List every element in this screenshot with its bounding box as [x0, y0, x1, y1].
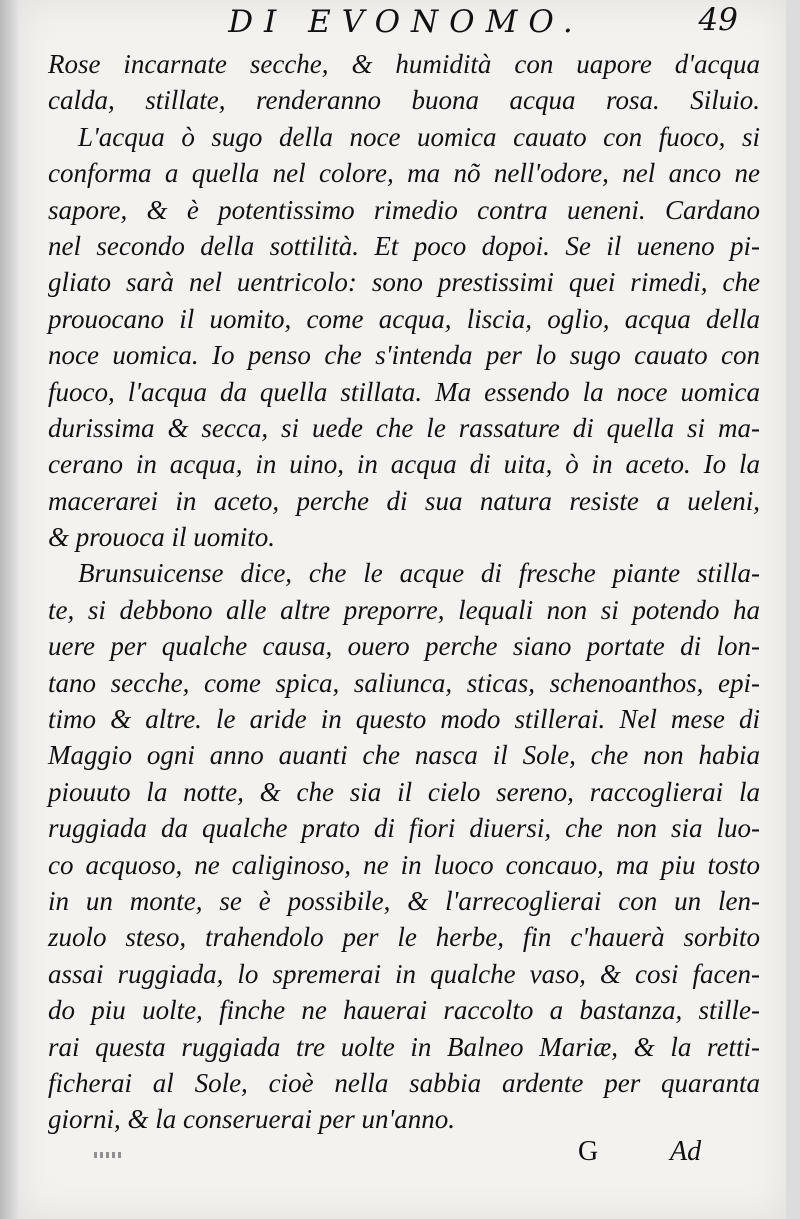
text-line: ruggiada da qualche prato di fiori diuersi, che non sia luo- — [48, 813, 760, 844]
text-line: do piu uolte, finche ne hauerai raccolto a bastanza, stille- — [48, 995, 760, 1026]
text-line: piouuto la notte, & che sia il cielo sereno, raccoglierai la — [48, 776, 760, 807]
text-line: timo & altre. le aride in questo modo stillerai. Nel mese di — [48, 704, 760, 735]
text-line: Brunsuicense dice, che le acque di fresche piante stilla- — [78, 558, 760, 589]
text-line: nel secondo della sottilità. Et poco dopoi. Se il ueneno pi- — [48, 230, 760, 261]
text-line: L'acqua ò sugo della noce uomica cauato con fuoco, si — [78, 121, 760, 152]
text-line: durissima & secca, si uede che le rassature di quella si ma- — [48, 412, 760, 443]
text-line: sapore, & è potentissimo rimedio contra ueneni. Cardano — [48, 194, 760, 225]
running-head: DI EVONOMO. — [228, 4, 584, 40]
book-page — [18, 0, 786, 1219]
text-line: te, si debbono alle altre preporre, lequali non si potendo ha — [48, 594, 760, 625]
text-line: conforma a quella nel colore, ma nõ nell'odore, nel anco ne — [48, 158, 760, 189]
text-line: & prouoca il uomito. — [48, 522, 275, 553]
text-line: in un monte, se è possibile, & l'arrecoglierai con un len- — [48, 885, 760, 916]
text-line: uere per qualche causa, ouero perche siano portate di lon- — [48, 631, 760, 662]
page-gutter — [0, 0, 18, 1219]
catchword: Ad — [670, 1136, 702, 1167]
text-line: tano secche, come spica, saliunca, sticas, schenoanthos, epi- — [48, 667, 760, 698]
ink-smudge — [94, 1152, 122, 1158]
text-line: Maggio ogni anno auanti che nasca il Sole, che non habia — [48, 740, 760, 771]
page-number: 49 — [698, 2, 738, 38]
body-text — [48, 46, 760, 1138]
text-line: rai questa ruggiada tre uolte in Balneo Mariæ, & la retti- — [48, 1031, 760, 1062]
text-line: macerarei in aceto, perche di sua natura resiste a ueleni, — [48, 485, 760, 516]
page-footer — [18, 1136, 786, 1176]
signature-mark: G — [578, 1136, 599, 1167]
text-line: calda, stillate, renderanno buona acqua rosa. Siluio. — [48, 85, 760, 116]
text-line: giorni, & la conseruerai per un'anno. — [48, 1104, 456, 1135]
text-line: Rose incarnate secche, & humidità con uapore d'acqua — [48, 49, 760, 79]
text-line: co acquoso, ne caliginoso, ne in luoco concauo, ma piu tosto — [48, 849, 760, 880]
text-line: cerano in acqua, in uino, in acqua di uita, ò in aceto. Io la — [48, 449, 760, 480]
text-line: assai ruggiada, lo spremerai in qualche vaso, & cosi facen- — [48, 958, 760, 989]
text-line: prouocano il uomito, come acqua, liscia, oglio, acqua della — [48, 303, 760, 334]
text-line: noce uomica. Io penso che s'intenda per lo sugo cauato con — [48, 340, 760, 371]
text-line: ficherai al Sole, cioè nella sabbia ardente per quaranta — [48, 1067, 760, 1098]
text-line: gliato sarà nel uentricolo: sono prestissimi quei rimedi, che — [48, 267, 760, 298]
text-line: zuolo steso, trahendolo per le herbe, fin c'hauerà sorbito — [48, 922, 760, 953]
text-line: fuoco, l'acqua da quella stillata. Ma essendo la noce uomica — [48, 376, 760, 407]
